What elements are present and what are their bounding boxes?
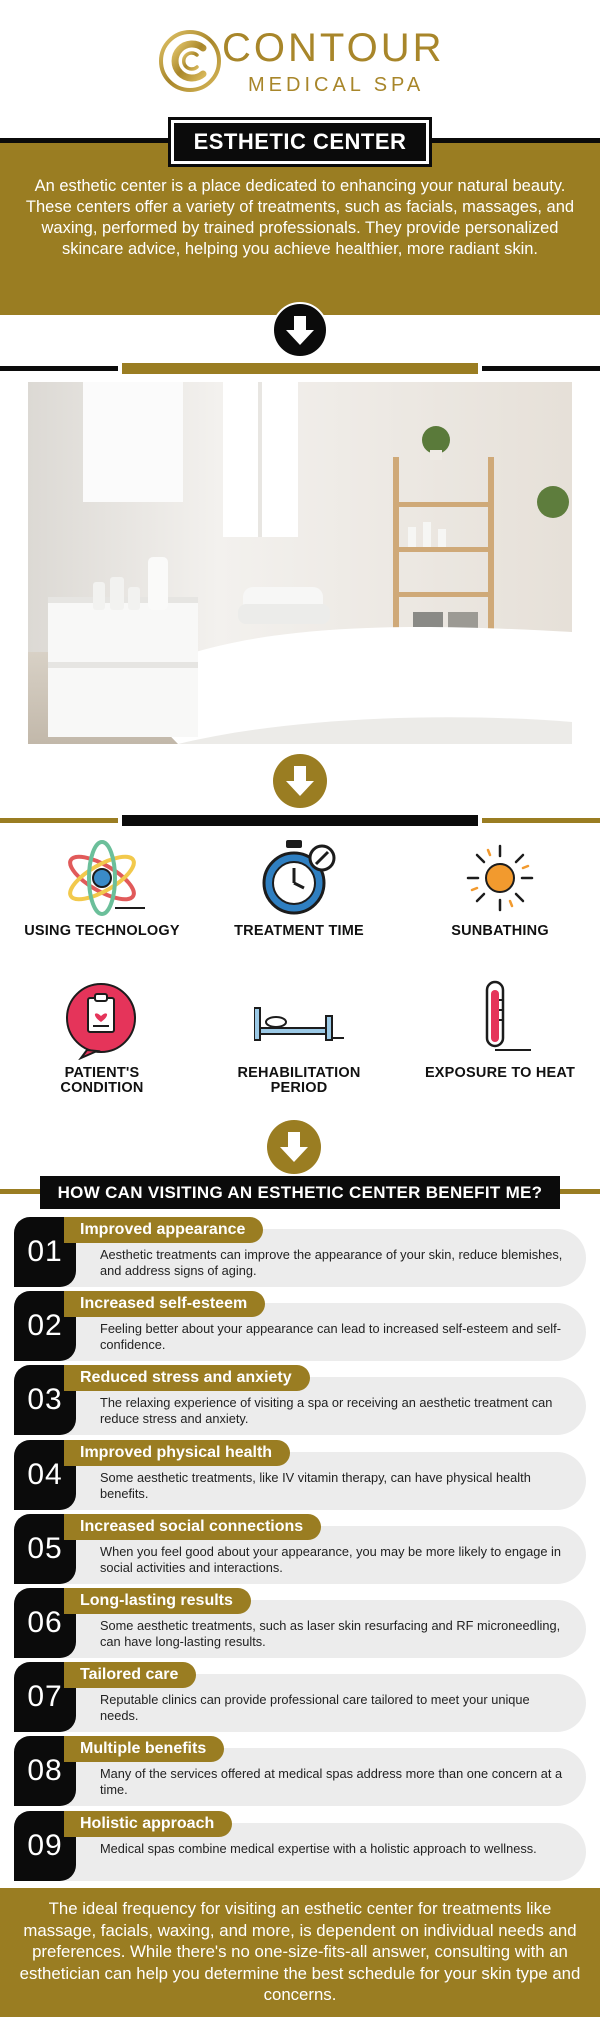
- benefits-heading: HOW CAN VISITING AN ESTHETIC CENTER BENEFIT ME?: [57, 1183, 543, 1202]
- benefit-title: Reduced stress and anxiety: [64, 1365, 310, 1391]
- brand-tagline: MEDICAL SPA: [248, 74, 425, 96]
- benefit-number: 09: [14, 1811, 76, 1881]
- benefit-item: [14, 1291, 586, 1361]
- benefit-text: When you feel good about your appearance, you may be more likely to engage in social activities and interactions.: [100, 1543, 561, 1575]
- spa-room-photo: [28, 382, 572, 744]
- arrow-down-icon: [266, 1119, 322, 1175]
- benefit-number: 04: [14, 1440, 76, 1510]
- factor-label: REHABILITATION PERIOD: [237, 1065, 361, 1096]
- benefit-title: Increased social connections: [64, 1514, 321, 1540]
- benefit-text: Some aesthetic treatments, such as laser skin resurfacing and RF microneedling, can have long-lasting results.: [100, 1618, 561, 1649]
- benefit-item: [14, 1365, 586, 1435]
- benefit-number: 06: [14, 1588, 76, 1658]
- factor-label: SUNBATHING: [451, 923, 549, 939]
- benefit-title: Holistic approach: [64, 1811, 232, 1837]
- benefit-number: 08: [14, 1736, 76, 1806]
- benefit-title: Improved appearance: [64, 1217, 263, 1243]
- divider-center: [122, 815, 478, 826]
- factor-label: EXPOSURE TO HEAT: [424, 1065, 576, 1081]
- hero-title-box: [171, 120, 429, 164]
- divider-right: [482, 366, 600, 371]
- factor-patients-condition: [22, 980, 182, 1096]
- outro-text: The ideal frequency for visiting an esthetic center for treatments like massage, facials, waxing, and more, is dependent on individual needs and preferences. While there's no one-size-fits-all answer, consulting with an esthetician can help you determine the best schedule for your skin type and concerns.: [19, 1899, 581, 2004]
- benefit-item: [14, 1588, 586, 1658]
- benefit-text: Some aesthetic treatments, like IV vitamin therapy, can have physical health benefits.: [100, 1469, 531, 1501]
- divider-left: [0, 818, 118, 823]
- benefit-title: Improved physical health: [64, 1440, 290, 1466]
- benefits-heading-box: [40, 1176, 560, 1209]
- brand-name: CONTOUR: [222, 26, 445, 70]
- divider-right: [560, 1189, 600, 1194]
- benefit-text: Feeling better about your appearance can lead to increased self-esteem and self-confidence.: [100, 1321, 561, 1353]
- factor-label: PATIENT'S CONDITION: [60, 1065, 144, 1096]
- arrow-down-icon: [272, 753, 328, 809]
- benefit-text: The relaxing experience of visiting a spa or receiving an aesthetic treatment can reduce stress and anxiety.: [100, 1395, 553, 1427]
- benefit-number: 05: [14, 1514, 76, 1584]
- benefit-text: Many of the services offered at medical spas address more than one concern at a time.: [100, 1766, 563, 1798]
- sun-icon: [455, 838, 545, 918]
- factor-rehabilitation-period: [219, 980, 379, 1096]
- benefit-title: Multiple benefits: [64, 1736, 224, 1762]
- divider-center: [122, 363, 478, 374]
- atom-icon: [57, 838, 147, 918]
- factor-label: USING TECHNOLOGY: [24, 923, 180, 939]
- contour-c-logo-icon: [157, 28, 223, 94]
- brand-logo: [0, 22, 600, 102]
- hospital-bed-icon: [254, 980, 344, 1060]
- divider-left: [0, 1189, 40, 1194]
- benefit-text: Aesthetic treatments can improve the appearance of your skin, reduce blemishes, and address signs of aging.: [100, 1247, 563, 1278]
- divider-right: [482, 818, 600, 823]
- factor-exposure-to-heat: [420, 980, 580, 1081]
- benefit-number: 01: [14, 1217, 76, 1287]
- benefit-item: [14, 1440, 586, 1510]
- thermometer-icon: [455, 980, 545, 1060]
- factor-sunbathing: [420, 838, 580, 939]
- benefit-item: [14, 1217, 586, 1287]
- stopwatch-icon: [254, 838, 344, 918]
- benefit-number: 03: [14, 1365, 76, 1435]
- hero-title: ESTHETIC CENTER: [193, 129, 407, 154]
- clipboard-heart-icon: [57, 980, 147, 1060]
- arrow-down-icon: [272, 302, 328, 358]
- benefit-number: 07: [14, 1662, 76, 1732]
- benefit-item: [14, 1811, 586, 1881]
- benefit-text: Reputable clinics can provide professional care tailored to meet your unique needs.: [100, 1692, 530, 1724]
- benefit-title: Long-lasting results: [64, 1588, 251, 1614]
- benefit-item: [14, 1736, 586, 1806]
- divider-left: [0, 366, 118, 371]
- benefit-title: Increased self-esteem: [64, 1291, 265, 1317]
- benefit-title: Tailored care: [64, 1662, 196, 1688]
- factor-label: TREATMENT TIME: [234, 923, 364, 939]
- benefit-text: Medical spas combine medical expertise with a holistic approach to wellness.: [100, 1840, 537, 1856]
- hero-intro-text: An esthetic center is a place dedicated to enhancing your natural beauty. These centers offer a variety of treatments, such as facials, massages, and waxing, performed by trained professionals. They provide personalized skincare advice, helping you achieve healthier, more radiant skin.: [25, 177, 575, 258]
- benefit-item: [14, 1514, 586, 1584]
- factor-treatment-time: [219, 838, 379, 939]
- benefit-number: 02: [14, 1291, 76, 1361]
- factor-using-technology: [22, 838, 182, 939]
- benefit-item: [14, 1662, 586, 1732]
